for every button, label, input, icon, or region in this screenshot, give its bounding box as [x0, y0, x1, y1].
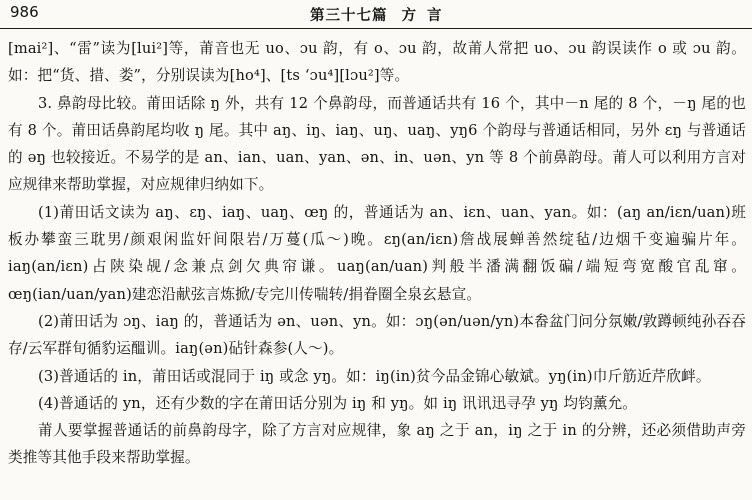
paragraph-nasal-comparison: 3. 鼻韵母比较。莆田话除 ŋ 外，共有 12 个鼻韵母，而普通话共有 16 个，其中－n 尾的 8 个，－ŋ 尾的也有 8 个。莆田话鼻韵尾均收 ŋ 尾。其中 aŋ、iŋ、iaŋ、uŋ、uaŋ、yŋ6 个韵母与普通话相同，另外 ɛŋ 与普通话的 əŋ 也较接近。不易学的是 an、ian、uan、yan、ən、in、uən、yn 等 8 个前鼻韵母。莆人可以利用方言对应规律来帮助掌握，对应规律归纳如下。: [8, 94, 746, 194]
paragraph-rule-1: (1)莆田话文读为 aŋ、ɛŋ、iaŋ、uaŋ、œŋ 的，普通话为 an、iɛn、uan、yan。如：(aŋ an/iɛn/uan)班板办攀蛮三耽男/颜艰闲监奸间限岩/万蔓(瓜～)晚。ɛŋ(an/iɛn)詹战展蝉善然绽毡/边烟千变遍骗片年。iaŋ(an/iɛn)占陕染觇/念兼点剑欠典帘谦。uaŋ(an/uan)判般半潘满翻饭碥/端短弯宽酸官乱窜。œŋ(ian/uan/yan)建恋沿献弦言炼掀/专完川传喘转/捐眷圈全泉玄悬宣。: [8, 203, 746, 303]
paragraph-conclusion: 莆人要掌握普通话的前鼻韵母字，除了方言对应规律，象 aŋ 之于 an，iŋ 之于 in 的分辨，还必须借助声旁类推等其他手段来帮助掌握。: [8, 422, 746, 467]
page-header: [0, 0, 752, 29]
chapter-title: 第三十七篇: [310, 7, 388, 24]
paragraph-rule-4: (4)普通话的 yn，还有少数的字在莆田话分别为 iŋ 和 yŋ。如 iŋ 讯讯迅寻孕 yŋ 均钧薰允。: [38, 394, 638, 412]
page-number: 986: [10, 3, 39, 21]
running-head: [310, 4, 445, 25]
paragraph-rule-2: (2)莆田话为 ɔŋ、iaŋ 的，普通话为 ən、uən、yn。如：ɔŋ(ən/uən/yn)本畚盆门问分氛嫩/敦蹲顿纯孙吞吞存/云军群旬循豹运醞训。iaŋ(ən)砧针森参(人～)。: [8, 312, 746, 358]
section-title: 方 言: [401, 7, 445, 24]
body-text: [8, 35, 746, 472]
paragraph-continuation: [mai²]、“雷”读为[lui²]等，莆音也无 uo、ɔu 韵，有 o、ɔu 韵，故莆人常把 uo、ɔu 韵误读作 o 或 ɔu 韵。如：把“货、措、娄”，分别误读为[ho⁴]、[ts ʻɔu⁴][lɔu²]等。: [8, 40, 746, 85]
paragraph-rule-3: (3)普通话的 in，莆田话或混同于 iŋ 或念 yŋ。如：iŋ(in)贫今品金锦心敏斌。yŋ(in)巾斤筋近芹欣衅。: [38, 367, 711, 385]
